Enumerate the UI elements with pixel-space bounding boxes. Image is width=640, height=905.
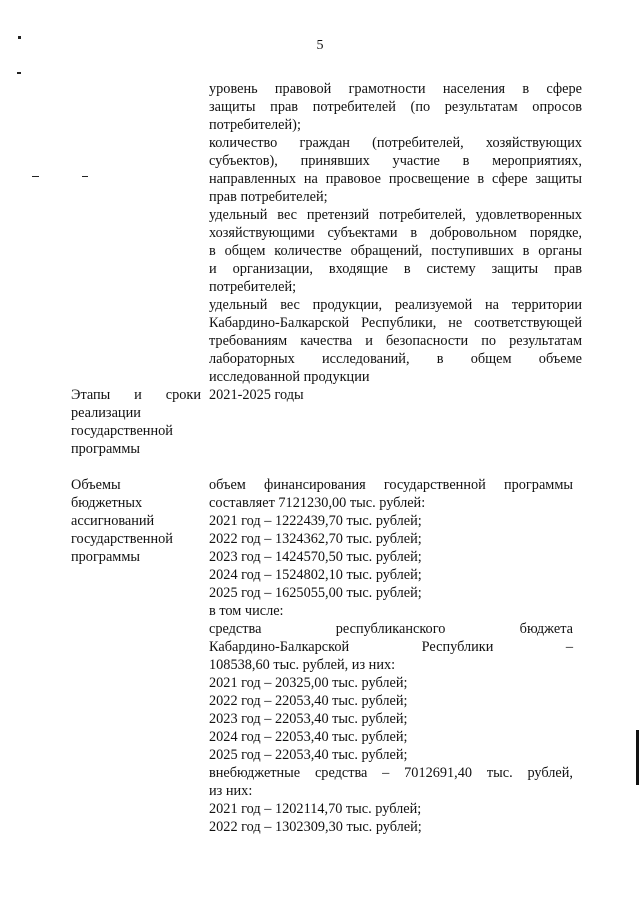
budget-line: 2025 год – 1625055,00 тыс. рублей;	[209, 585, 422, 601]
budget-line: Кабардино-Балкарской Республики –	[209, 639, 573, 655]
budget-line: 2023 год – 22053,40 тыс. рублей;	[209, 711, 408, 727]
indicator-line: и организации, входящие в систему защиты прав	[209, 261, 582, 277]
indicator-line: потребителей);	[209, 117, 301, 133]
indicator-line: хозяйствующими субъектами в добровольном порядке,	[209, 225, 582, 241]
budget-line: в том числе:	[209, 603, 284, 619]
budget-label-line: Объемы	[71, 477, 121, 493]
stages-label-line: Этапы и сроки	[71, 387, 201, 403]
stages-label-line: реализации	[71, 405, 141, 421]
indicator-line: требованиям качества и безопасности по результатам	[209, 333, 582, 349]
page-number: 5	[316, 38, 324, 53]
budget-label-line: программы	[71, 549, 141, 565]
budget-line: 108538,60 тыс. рублей, из них:	[209, 657, 396, 673]
budget-line: 2021 год – 20325,00 тыс. рублей;	[209, 675, 408, 691]
budget-line: 2022 год – 1302309,30 тыс. рублей;	[209, 819, 422, 835]
budget-line: 2023 год – 1424570,50 тыс. рублей;	[209, 549, 422, 565]
indicator-line: субъектов), принявших участие в мероприятиях,	[209, 153, 582, 169]
indicator-line: направленных на правовое просвещение в сфере защиты	[209, 171, 582, 187]
budget-line: 2021 год – 1202114,70 тыс. рублей;	[209, 801, 422, 817]
indicator-line: уровень правовой грамотности населения в сфере	[209, 81, 582, 97]
scan-speck	[18, 36, 21, 39]
budget-label-line: ассигнований	[71, 513, 155, 529]
stages-value: 2021-2025 годы	[209, 387, 304, 403]
budget-label-line: бюджетных	[71, 495, 143, 511]
indicator-line: потребителей;	[209, 279, 297, 295]
indicator-line: Кабардино-Балкарской Республики, не соответствующей	[209, 315, 582, 331]
stages-label-line: государственной	[71, 423, 173, 439]
budget-label-line: государственной	[71, 531, 173, 547]
indicator-line: лабораторных исследований, в общем объеме	[209, 351, 582, 367]
indicator-line: в общем количестве обращений, поступивших в органы	[209, 243, 582, 259]
budget-line: объем финансирования государственной программы	[209, 477, 573, 493]
indicator-line: защиты прав потребителей (по результатам опросов	[209, 99, 582, 115]
budget-line: из них:	[209, 783, 253, 799]
scan-speck	[17, 72, 21, 74]
indicator-line: прав потребителей;	[209, 189, 328, 205]
indicator-line: удельный вес претензий потребителей, удовлетворенных	[209, 207, 582, 223]
budget-line: 2022 год – 1324362,70 тыс. рублей;	[209, 531, 422, 547]
indicator-line: количество граждан (потребителей, хозяйствующих	[209, 135, 582, 151]
budget-line: средства республиканского бюджета	[209, 621, 573, 637]
budget-line: составляет 7121230,00 тыс. рублей:	[209, 495, 426, 511]
scan-edge-bar	[636, 730, 639, 785]
stages-label-line: программы	[71, 441, 141, 457]
budget-line: 2025 год – 22053,40 тыс. рублей;	[209, 747, 408, 763]
scan-dash	[32, 176, 39, 177]
indicator-line: удельный вес продукции, реализуемой на территории	[209, 297, 582, 313]
budget-line: внебюджетные средства – 7012691,40 тыс. рублей,	[209, 765, 573, 781]
scan-dash	[82, 176, 88, 177]
budget-line: 2022 год – 22053,40 тыс. рублей;	[209, 693, 408, 709]
budget-line: 2021 год – 1222439,70 тыс. рублей;	[209, 513, 422, 529]
budget-line: 2024 год – 1524802,10 тыс. рублей;	[209, 567, 422, 583]
budget-line: 2024 год – 22053,40 тыс. рублей;	[209, 729, 408, 745]
indicator-line: исследованной продукции	[209, 369, 370, 385]
